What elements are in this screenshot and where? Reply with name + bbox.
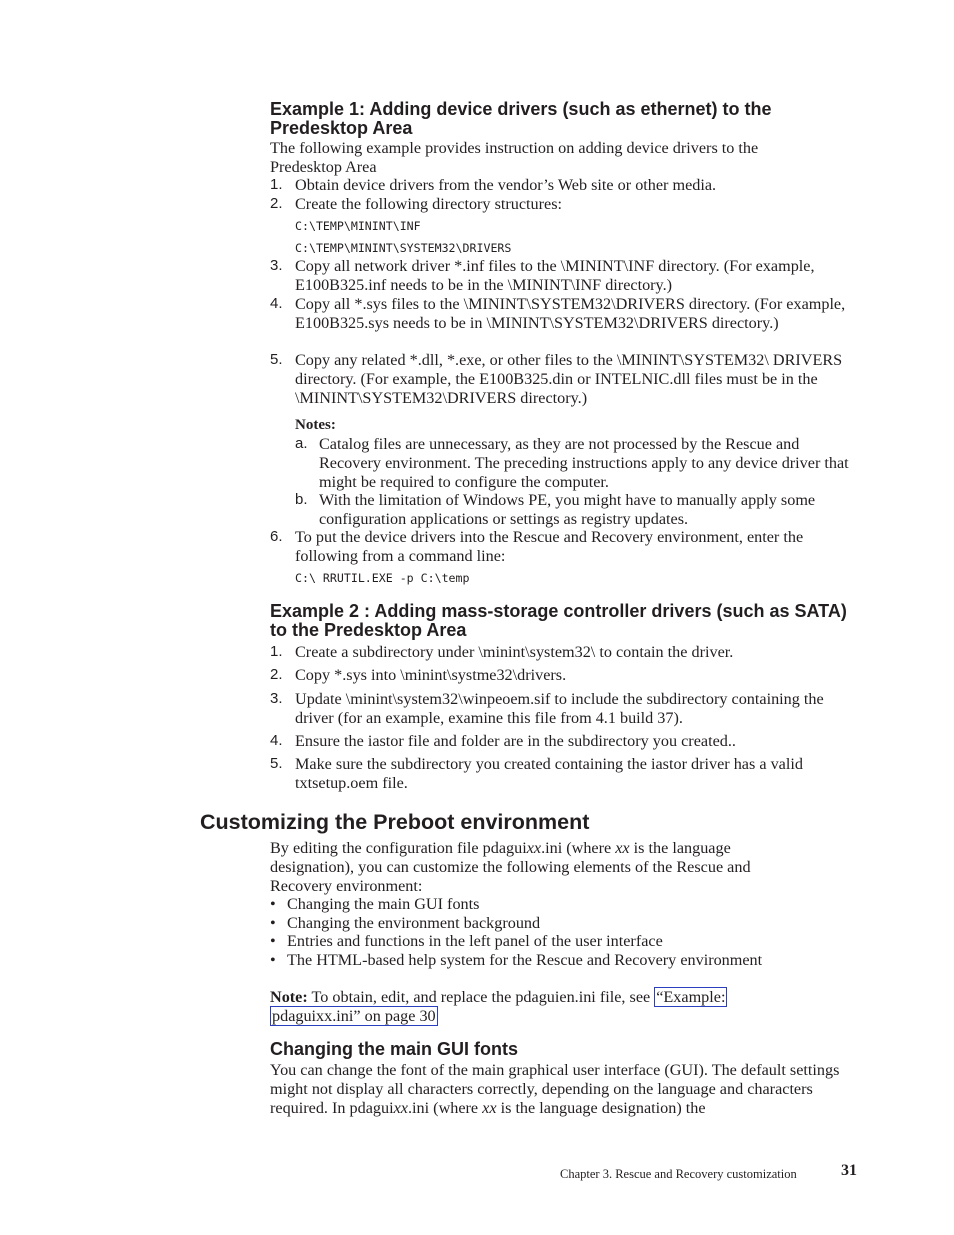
step-text: Copy *.sys into \minint\systme32\drivers.: [295, 666, 567, 684]
note-letter: a.: [295, 435, 308, 452]
example2-heading: Example 2 : Adding mass-storage controller drivers (such as SATA) to the Predesktop Area: [270, 601, 847, 640]
step-number: 2.: [270, 195, 283, 212]
code-line: C:\TEMP\MININT\SYSTEM32\DRIVERS: [295, 241, 512, 255]
step-number: 4.: [270, 295, 283, 312]
example1-heading: Example 1: Adding device drivers (such as ethernet) to the Predesktop Area: [270, 99, 772, 138]
step-text: Create a subdirectory under \minint\system32\ to contain the driver.: [295, 643, 734, 661]
step-text: Copy all network driver *.inf files to the \MININT\INF directory. (For example, E100B325.inf needs to be in the \MININT\INF directory.): [295, 257, 815, 294]
step-number: 2.: [270, 666, 283, 683]
step-text: Make sure the subdirectory you created containing the iastor driver has a valid txtsetup.oem file.: [295, 755, 803, 792]
step-number: 1.: [270, 176, 283, 193]
bullet-item: Changing the environment background: [287, 914, 541, 932]
step-number: 3.: [270, 690, 283, 707]
step-text: Copy all *.sys files to the \MININT\SYSTEM32\DRIVERS directory. (For example, E100B325.sys needs to be in \MININT\SYSTEM32\DRIVERS directory.): [295, 295, 846, 332]
note-paragraph: Note: To obtain, edit, and replace the pdaguien.ini file, see “Example: pdaguixx.ini” on page 30: [270, 988, 726, 1025]
note-text: Catalog files are unnecessary, as they are not processed by the Rescue and Recovery environment. The preceding instructions apply to any device driver that might be required to configure the computer.: [319, 435, 849, 491]
step-number: 6.: [270, 528, 283, 545]
bullet-marker: •: [270, 895, 276, 913]
step-number: 3.: [270, 257, 283, 274]
footer-chapter: Chapter 3. Rescue and Recovery customization: [560, 1167, 797, 1181]
bullet-item: Changing the main GUI fonts: [287, 895, 480, 913]
step-text: Ensure the iastor file and folder are in the subdirectory you created..: [295, 732, 736, 750]
code-line: C:\TEMP\MININT\INF: [295, 219, 421, 233]
step-number: 5.: [270, 351, 283, 368]
step-number: 4.: [270, 732, 283, 749]
preboot-intro: By editing the configuration file pdaguixx.ini (where xx is the language designation), you can customize the following elements of the Rescue and Recovery environment:: [270, 839, 751, 895]
page-reference-link[interactable]: “Example:: [656, 988, 726, 1006]
note-letter: b.: [295, 491, 308, 508]
step-number: 5.: [270, 755, 283, 772]
bullet-item: Entries and functions in the left panel of the user interface: [287, 932, 663, 950]
bullet-item: The HTML-based help system for the Rescue and Recovery environment: [287, 951, 763, 969]
step-text: Obtain device drivers from the vendor’s Web site or other media.: [295, 176, 717, 194]
step-text: Create the following directory structures:: [295, 195, 563, 213]
section-heading: Customizing the Preboot environment: [200, 810, 590, 834]
command-line: C:\ RRUTIL.EXE -p C:\temp: [295, 571, 470, 585]
fonts-paragraph: You can change the font of the main graphical user interface (GUI). The default settings might not display all characters correctly, depending on the language and characters required. In pdaguixx.ini (where xx is the language designation) the: [270, 1061, 840, 1117]
page-number: 31: [841, 1162, 857, 1179]
step-text: Update \minint\system32\winpeoem.sif to include the subdirectory containing the driver (for an example, examine this file from 4.1 build 37).: [295, 690, 824, 727]
note-label: Note:: [270, 988, 308, 1006]
fonts-heading: Changing the main GUI fonts: [270, 1039, 518, 1059]
bullet-marker: •: [270, 932, 276, 950]
note-text: With the limitation of Windows PE, you might have to manually apply some configuration applications or settings as registry updates.: [319, 491, 816, 528]
step-text: Copy any related *.dll, *.exe, or other files to the \MININT\SYSTEM32\ DRIVERS directory. (For example, the E100B325.din or INTELNIC.dll files must be in the \MININT\SYSTEM32\DRIVERS directory.): [295, 351, 843, 407]
bullet-marker: •: [270, 914, 276, 932]
step-number: 1.: [270, 643, 283, 660]
page-reference-link[interactable]: pdaguixx.ini” on page 30: [272, 1006, 436, 1025]
notes-label: Notes:: [295, 417, 336, 433]
example1-intro: The following example provides instruction on adding device drivers to the Predesktop Area: [270, 139, 759, 176]
step-text: To put the device drivers into the Rescue and Recovery environment, enter the following from a command line:: [295, 528, 804, 565]
bullet-marker: •: [270, 951, 276, 969]
